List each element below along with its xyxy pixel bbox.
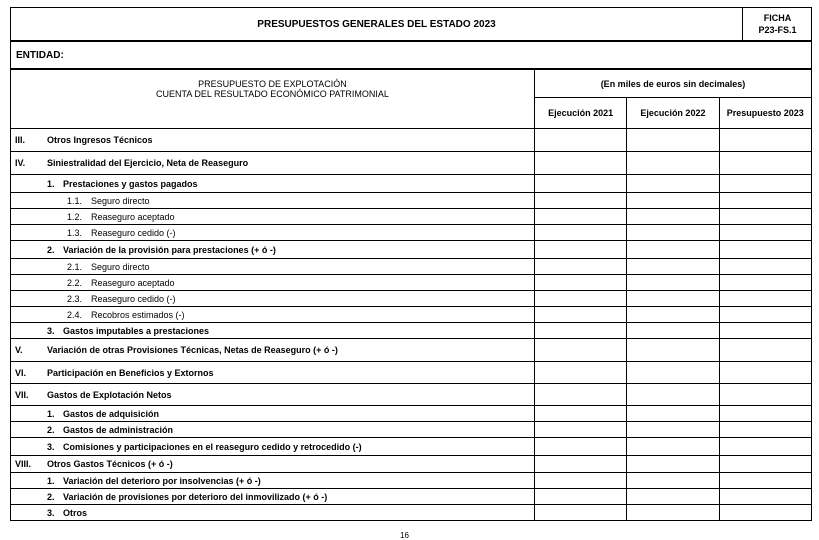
value-cell[interactable]: [534, 384, 626, 406]
value-cell[interactable]: [534, 175, 626, 193]
row-label: Siniestralidad del Ejercicio, Neta de Reaseguro: [47, 158, 249, 168]
value-cell[interactable]: [627, 307, 719, 323]
value-cell[interactable]: [534, 259, 626, 275]
value-cell[interactable]: [719, 362, 811, 384]
value-cell[interactable]: [627, 438, 719, 456]
value-cell[interactable]: [627, 384, 719, 406]
value-cell[interactable]: [719, 307, 811, 323]
table-row: [11, 193, 812, 209]
value-cell[interactable]: [719, 152, 811, 175]
row-label: Gastos de adquisición: [63, 408, 160, 419]
table-row: [11, 473, 812, 489]
row-label-cell: [11, 291, 535, 307]
row-label: Otros Ingresos Técnicos: [47, 135, 153, 145]
value-cell[interactable]: [627, 362, 719, 384]
value-cell[interactable]: [534, 152, 626, 175]
row-number: 1.2.: [67, 211, 83, 222]
value-cell[interactable]: [719, 193, 811, 209]
entity-label: ENTIDAD:: [16, 49, 64, 61]
value-cell[interactable]: [534, 456, 626, 473]
value-cell[interactable]: [534, 339, 626, 362]
table-row: [11, 225, 812, 241]
row-label: Seguro directo: [91, 195, 150, 206]
value-cell[interactable]: [719, 275, 811, 291]
table-row: [11, 384, 812, 406]
row-label-cell: [11, 175, 535, 193]
value-cell[interactable]: [627, 259, 719, 275]
row-label-cell: [11, 438, 535, 456]
row-number: 2.: [47, 491, 55, 502]
row-label-cell: [11, 339, 535, 362]
row-label-cell: [11, 323, 535, 339]
value-cell[interactable]: [719, 209, 811, 225]
row-label: Prestaciones y gastos pagados: [63, 178, 198, 189]
value-cell[interactable]: [534, 275, 626, 291]
row-number: 3.: [47, 325, 55, 336]
row-label: Reaseguro cedido (-): [91, 293, 176, 304]
value-cell[interactable]: [534, 438, 626, 456]
table-title: [11, 70, 535, 129]
value-cell[interactable]: [627, 241, 719, 259]
row-number: 3.: [47, 507, 55, 518]
budget-table: [10, 69, 812, 521]
value-cell[interactable]: [719, 225, 811, 241]
row-label: Variación del deterioro por insolvencias (+ ó -): [63, 475, 261, 486]
row-number: IV.: [15, 158, 26, 168]
value-cell[interactable]: [719, 384, 811, 406]
value-cell[interactable]: [534, 362, 626, 384]
row-label-cell: [11, 307, 535, 323]
row-label-cell: [11, 193, 535, 209]
row-label-cell: [11, 259, 535, 275]
row-label-cell: [11, 473, 535, 489]
row-label-cell: [11, 209, 535, 225]
table-row: [11, 438, 812, 456]
row-label-cell: [11, 489, 535, 505]
value-cell[interactable]: [627, 406, 719, 422]
row-label: Variación de otras Provisiones Técnicas, Netas de Reaseguro (+ ó -): [47, 345, 338, 355]
row-number: 2.3.: [67, 293, 83, 304]
table-row: [11, 241, 812, 259]
table-row: [11, 362, 812, 384]
row-label-cell: [11, 422, 535, 438]
row-label: Reaseguro aceptado: [91, 211, 175, 222]
value-cell[interactable]: [627, 291, 719, 307]
value-cell[interactable]: [534, 291, 626, 307]
value-cell[interactable]: [627, 422, 719, 438]
row-label-cell: [11, 152, 535, 175]
value-cell[interactable]: [627, 275, 719, 291]
value-cell[interactable]: [719, 241, 811, 259]
document-title: PRESUPUESTOS GENERALES DEL ESTADO 2023: [257, 18, 496, 30]
value-cell[interactable]: [534, 489, 626, 505]
value-cell[interactable]: [534, 505, 626, 521]
value-cell[interactable]: [534, 241, 626, 259]
row-label: Gastos de administración: [63, 424, 174, 435]
row-number: VI.: [15, 367, 27, 378]
row-number: 2.4.: [67, 309, 83, 320]
row-number: VIII.: [15, 459, 32, 469]
table-row: [11, 323, 812, 339]
value-cell[interactable]: [719, 129, 811, 152]
row-label: Gastos de Explotación Netos: [47, 389, 172, 400]
value-cell[interactable]: [627, 152, 719, 175]
value-cell[interactable]: [534, 129, 626, 152]
row-number: 1.: [47, 178, 55, 189]
table-row: [11, 339, 812, 362]
value-cell[interactable]: [627, 209, 719, 225]
row-number: 1.: [47, 475, 55, 486]
column-header-ejecucion-2022: Ejecución 2022: [627, 98, 719, 129]
row-label-cell: [11, 241, 535, 259]
ficha-code: P23-FS.1: [758, 25, 797, 35]
table-row: [11, 175, 812, 193]
value-cell[interactable]: [534, 307, 626, 323]
value-cell[interactable]: [719, 259, 811, 275]
row-label: Otros: [63, 507, 88, 518]
row-number: 2.: [47, 424, 55, 435]
table-row: [11, 505, 812, 521]
row-label: Seguro directo: [91, 261, 150, 272]
value-cell[interactable]: [627, 339, 719, 362]
value-cell[interactable]: [534, 209, 626, 225]
row-number: VII.: [15, 389, 29, 400]
value-cell[interactable]: [719, 456, 811, 473]
table-row: [11, 129, 812, 152]
units-label: (En miles de euros sin decimales): [534, 70, 811, 98]
row-label: Reaseguro cedido (-): [91, 227, 176, 238]
row-label: Participación en Beneficios y Extornos: [47, 367, 214, 378]
row-number: 2.1.: [67, 261, 83, 272]
table-row: [11, 489, 812, 505]
table-row: [11, 406, 812, 422]
header-box: [10, 7, 812, 41]
value-cell[interactable]: [627, 489, 719, 505]
value-cell[interactable]: [534, 323, 626, 339]
value-cell[interactable]: [534, 225, 626, 241]
table-row: [11, 275, 812, 291]
value-cell[interactable]: [719, 323, 811, 339]
value-cell[interactable]: [719, 339, 811, 362]
table-row: [11, 291, 812, 307]
table-row: [11, 209, 812, 225]
value-cell[interactable]: [719, 175, 811, 193]
row-number: III.: [15, 135, 26, 145]
column-header-presupuesto-2023: Presupuesto 2023: [719, 98, 811, 129]
table-row: [11, 422, 812, 438]
row-label: Variación de la provisión para prestaciones (+ ó -): [63, 244, 276, 255]
entity-box: [10, 41, 812, 69]
table-row: [11, 259, 812, 275]
table-title-line1: PRESUPUESTO DE EXPLOTACIÓN: [198, 79, 347, 89]
value-cell[interactable]: [534, 422, 626, 438]
row-label: Comisiones y participaciones en el reaseguro cedido y retrocedido (-): [63, 441, 362, 452]
row-number: 2.2.: [67, 277, 83, 288]
row-number: 2.: [47, 244, 55, 255]
value-cell[interactable]: [627, 193, 719, 209]
value-cell[interactable]: [719, 291, 811, 307]
page-number: 16: [400, 531, 409, 540]
row-label: Reaseguro aceptado: [91, 277, 175, 288]
value-cell[interactable]: [627, 129, 719, 152]
table-row: [11, 307, 812, 323]
row-number: 1.3.: [67, 227, 83, 238]
value-cell[interactable]: [719, 505, 811, 521]
table-title-line2: CUENTA DEL RESULTADO ECONÓMICO PATRIMONIAL: [156, 89, 389, 99]
row-label-cell: [11, 129, 535, 152]
row-label-cell: [11, 225, 535, 241]
row-number: V.: [15, 345, 23, 355]
value-cell[interactable]: [719, 473, 811, 489]
row-label: Otros Gastos Técnicos (+ ó -): [47, 459, 173, 469]
row-label-cell: [11, 456, 535, 473]
column-header-ejecucion-2021: Ejecución 2021: [534, 98, 626, 129]
row-label-cell: [11, 362, 535, 384]
ficha-box: [742, 8, 812, 40]
row-number: 1.1.: [67, 195, 83, 206]
row-label-cell: [11, 384, 535, 406]
ficha-label: FICHA: [763, 13, 792, 23]
row-label: Gastos imputables a prestaciones: [63, 325, 210, 336]
table-row: [11, 456, 812, 473]
value-cell[interactable]: [534, 473, 626, 489]
value-cell[interactable]: [627, 473, 719, 489]
row-label: Recobros estimados (-): [91, 309, 185, 320]
row-number: 1.: [47, 408, 55, 419]
row-label: Variación de provisiones por deterioro del inmovilizado (+ ó -): [63, 491, 328, 502]
row-number: 3.: [47, 441, 55, 452]
value-cell[interactable]: [627, 175, 719, 193]
value-cell[interactable]: [534, 406, 626, 422]
row-label-cell: [11, 505, 535, 521]
value-cell[interactable]: [719, 438, 811, 456]
table-row: [11, 152, 812, 175]
value-cell[interactable]: [719, 422, 811, 438]
value-cell[interactable]: [719, 489, 811, 505]
value-cell[interactable]: [534, 193, 626, 209]
value-cell[interactable]: [627, 225, 719, 241]
value-cell[interactable]: [627, 505, 719, 521]
value-cell[interactable]: [627, 456, 719, 473]
row-label-cell: [11, 406, 535, 422]
value-cell[interactable]: [627, 323, 719, 339]
value-cell[interactable]: [719, 406, 811, 422]
row-label-cell: [11, 275, 535, 291]
